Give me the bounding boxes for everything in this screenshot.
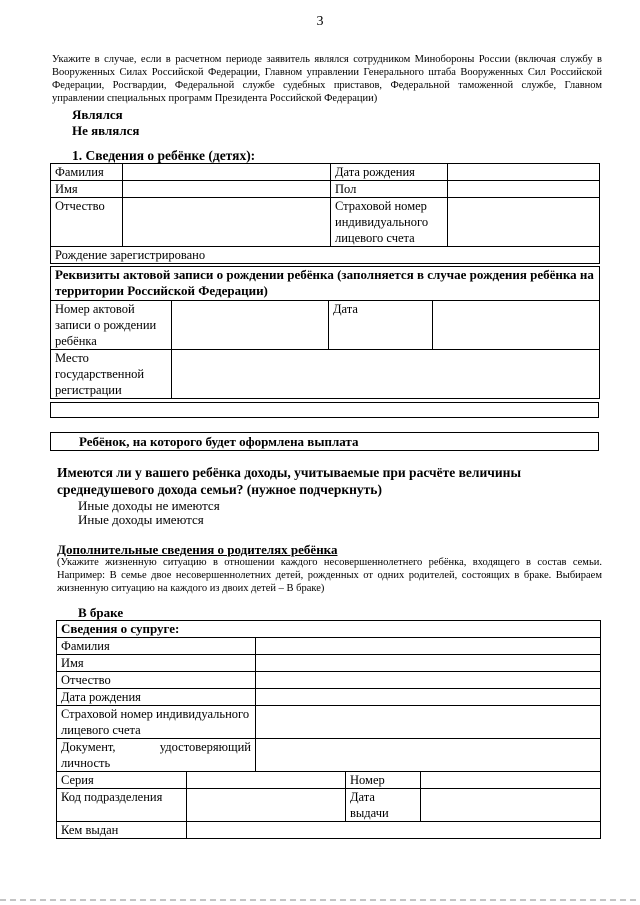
- child-birth-date-field[interactable]: [448, 164, 600, 181]
- spouse-number-label: Номер: [346, 772, 421, 789]
- child-sex-label: Пол: [331, 181, 448, 198]
- spouse-surname-label: Фамилия: [57, 638, 256, 655]
- spouse-snils-label: Страховой номер индивидуального лицевого счета: [57, 706, 256, 739]
- spouse-division-code-label: Код подразделения: [57, 789, 187, 822]
- children-section-title: 1. Сведения о ребёнке (детях):: [72, 148, 256, 163]
- child-name-field[interactable]: [123, 181, 331, 198]
- marital-status-label[interactable]: В браке: [78, 605, 124, 620]
- child-birth-registered-label: Рождение зарегистрировано: [51, 247, 600, 264]
- spouse-section-title: Сведения о супруге:: [57, 621, 601, 638]
- income-option-exists[interactable]: Иные доходы имеются: [78, 512, 204, 527]
- income-option-none[interactable]: Иные доходы не имеются: [78, 498, 220, 513]
- birth-record-title: Реквизиты актовой записи о рождении ребёнка (заполняется в случае рождения ребёнка на территории Российской Федерации): [51, 267, 600, 301]
- spouse-number-field[interactable]: [421, 772, 601, 789]
- spouse-division-code-field[interactable]: [187, 789, 346, 822]
- child-snils-field[interactable]: [448, 198, 600, 247]
- spouse-table: [56, 620, 601, 839]
- spouse-surname-field[interactable]: [256, 638, 601, 655]
- parents-info-note: (Укажите жизненную ситуацию в отношении каждого несовершеннолетнего ребёнка, входящего в состав семьи. Например: В семье двое несовершеннолетних детей, рожденных от одних родителей, состоящих в браке. Выбираем жизненную ситуацию на каждого из двоих детей – В браке): [57, 557, 602, 594]
- child-sex-field[interactable]: [448, 181, 600, 198]
- child-snils-label: Страховой номер индивидуального лицевого счета: [331, 198, 448, 247]
- spouse-patronymic-field[interactable]: [256, 672, 601, 689]
- parents-info-title: Дополнительные сведения о родителях ребёнка: [57, 542, 338, 557]
- record-number-field[interactable]: [172, 301, 329, 350]
- spouse-issued-by-label: Кем выдан: [57, 822, 187, 839]
- military-service-note: Укажите в случае, если в расчетном периоде заявитель являлся сотрудником Минобороны России (включая службу в Вооруженных Силах Российской Федерации, Главном управлении Генерального штаба Вооруженных Сил Российской Федерации, Росгвардии, Федеральной службе судебных приставов, Федеральной таможенной службе, Главном управлении специальных программ Президента Российской Федерации): [52, 54, 602, 104]
- spouse-document-label: Документ, удостоверяющий личность: [57, 739, 256, 772]
- child-surname-label: Фамилия: [51, 164, 123, 181]
- option-was-employee[interactable]: Являлся: [72, 107, 123, 122]
- blank-entry-box[interactable]: [50, 402, 599, 418]
- payout-child-label: Ребёнок, на которого будет оформлена выплата: [79, 434, 359, 449]
- spouse-series-label: Серия: [57, 772, 187, 789]
- registration-place-field[interactable]: [172, 350, 600, 399]
- child-birth-date-label: Дата рождения: [331, 164, 448, 181]
- spouse-name-field[interactable]: [256, 655, 601, 672]
- spouse-document-field[interactable]: [256, 739, 601, 772]
- spouse-name-label: Имя: [57, 655, 256, 672]
- spouse-issue-date-label: Дата выдачи: [346, 789, 421, 822]
- child-patronymic-label: Отчество: [51, 198, 123, 247]
- scan-edge-artifact: [0, 899, 640, 901]
- spouse-issued-by-field[interactable]: [187, 822, 601, 839]
- spouse-series-field[interactable]: [187, 772, 346, 789]
- option-was-not-employee[interactable]: Не являлся: [72, 123, 140, 138]
- payout-child-box[interactable]: [50, 432, 599, 451]
- children-table: [50, 163, 600, 264]
- spouse-patronymic-label: Отчество: [57, 672, 256, 689]
- record-date-label: Дата: [329, 301, 433, 350]
- spouse-issue-date-field[interactable]: [421, 789, 601, 822]
- spouse-birth-date-field[interactable]: [256, 689, 601, 706]
- spouse-birth-date-label: Дата рождения: [57, 689, 256, 706]
- spouse-snils-field[interactable]: [256, 706, 601, 739]
- record-number-label: Номер актовой записи о рождении ребёнка: [51, 301, 172, 350]
- child-patronymic-field[interactable]: [123, 198, 331, 247]
- child-surname-field[interactable]: [123, 164, 331, 181]
- child-name-label: Имя: [51, 181, 123, 198]
- income-question-title: Имеются ли у вашего ребёнка доходы, учитываемые при расчёте величины среднедушевого дохода семьи? (нужное подчеркнуть): [57, 465, 521, 497]
- birth-record-table: [50, 266, 600, 399]
- page-number: 3: [316, 14, 324, 29]
- record-date-field[interactable]: [433, 301, 600, 350]
- registration-place-label: Место государственной регистрации: [51, 350, 172, 399]
